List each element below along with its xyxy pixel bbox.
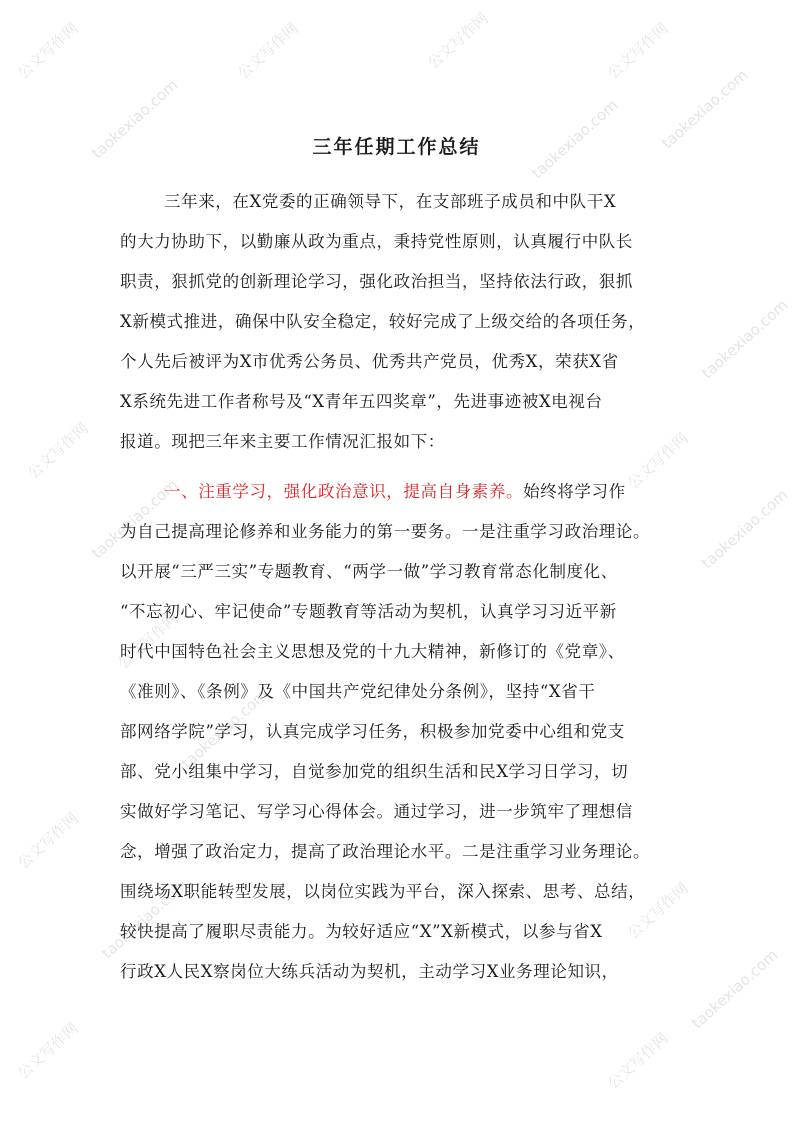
paragraph-line: 的大力协助下，以勤廉从政为重点，秉持党性原则，认真履行中队长 xyxy=(120,232,633,251)
watermark-text: taokexiao.com xyxy=(88,475,182,563)
paragraph-line: 部、党小组集中学习，自觉参加党的组织生活和民X学习日学习，切 xyxy=(120,762,629,781)
watermark-text: taokexiao.com xyxy=(688,945,782,1033)
watermark-text: 公文写作网 xyxy=(233,19,302,83)
paragraph-line: 较快提高了履职尽责能力。为较好适应“X”X新模式，以参与省X xyxy=(120,922,603,941)
watermark-text: taokexiao.com xyxy=(698,295,792,383)
paragraph-line: 时代中国特色社会主义思想及党的十九大精神，新修订的《党章》、 xyxy=(120,642,625,661)
paragraph-line: 职责，狠抓党的创新理论学习，强化政治担当，坚持依法行政，狠抓 xyxy=(120,272,633,291)
paragraph-line: 念，增强了政治定力，提高了政治理论水平。二是注重学习业务理论。 xyxy=(120,842,651,861)
watermark-text: 公文写作网 xyxy=(23,419,92,483)
watermark-text: taokexiao.com xyxy=(528,95,622,183)
watermark-text: 公文写作网 xyxy=(13,809,82,873)
paragraph-line: X系统先进工作者称号及“X青年五四奖章”，先进事迹被X电视台 xyxy=(120,392,603,411)
paragraph-line: 个人先后被评为X市优秀公务员、优秀共产党员，优秀X，荣获X省 xyxy=(120,352,619,371)
paragraph-line: 围绕场X职能转型发展，以岗位实践为平台，深入探索、思考、总结， xyxy=(120,882,646,901)
watermark-text: taokexiao.com xyxy=(658,65,752,153)
paragraph-line: 行政X人民X察岗位大练兵活动为契机，主动学习X业务理论知识， xyxy=(120,962,619,981)
paragraph-line: 报道。现把三年来主要工作情况汇报如下： xyxy=(120,432,445,451)
watermark-text: taokexiao.com xyxy=(698,485,792,573)
paragraph-line: 部网络学院”学习，认真完成学习任务，积极参加党委中心组和党支 xyxy=(120,722,625,741)
watermark-text: 公文写作网 xyxy=(113,609,182,673)
watermark-text: 公文写作网 xyxy=(13,19,82,83)
paragraph-line: 《准则》、《条例》及《中国共产党纪律处分条例》，坚持“X省干 xyxy=(120,682,596,701)
watermark-text: 公文写作网 xyxy=(13,1019,82,1083)
document-title: 三年任期工作总结 xyxy=(312,136,481,158)
watermark-text: 公文写作网 xyxy=(603,1029,672,1093)
watermark-text: 公文写作网 xyxy=(623,429,692,493)
paragraph-line: 为自己提高理论修养和业务能力的第一要务。一是注重学习政治理论。 xyxy=(120,522,651,541)
section-heading: 一、注重学习，强化政治意识，提高自身素养。 xyxy=(164,482,524,501)
watermark-text: 公文写作网 xyxy=(623,879,692,943)
paragraph-line: 三年来，在X党委的正确领导下，在支部班子成员和中队干X xyxy=(164,192,617,211)
watermark-text: 公文写作网 xyxy=(423,9,492,73)
paragraph-line: 实做好学习笔记、写学习心得体会。通过学习，进一步筑牢了理想信 xyxy=(120,802,633,821)
watermark-text: taokexiao.com xyxy=(88,75,182,163)
paragraph-line: “不忘初心、牢记使命”专题教育等活动为契机，认真学习习近平新 xyxy=(120,602,617,621)
watermark-text: taokexiao.com xyxy=(98,875,192,963)
section-heading-line xyxy=(164,482,626,502)
watermark-text: 公文写作网 xyxy=(603,19,672,83)
paragraph-text: 始终将学习作 xyxy=(523,482,626,501)
watermark-text: taokexiao.com xyxy=(178,685,272,773)
paragraph-line: X新模式推进，确保中队安全稳定，较好完成了上级交给的各项任务， xyxy=(120,312,646,331)
paragraph-line: 以开展“三严三实”专题教育、“两学一做”学习教育常态化制度化、 xyxy=(120,562,618,581)
